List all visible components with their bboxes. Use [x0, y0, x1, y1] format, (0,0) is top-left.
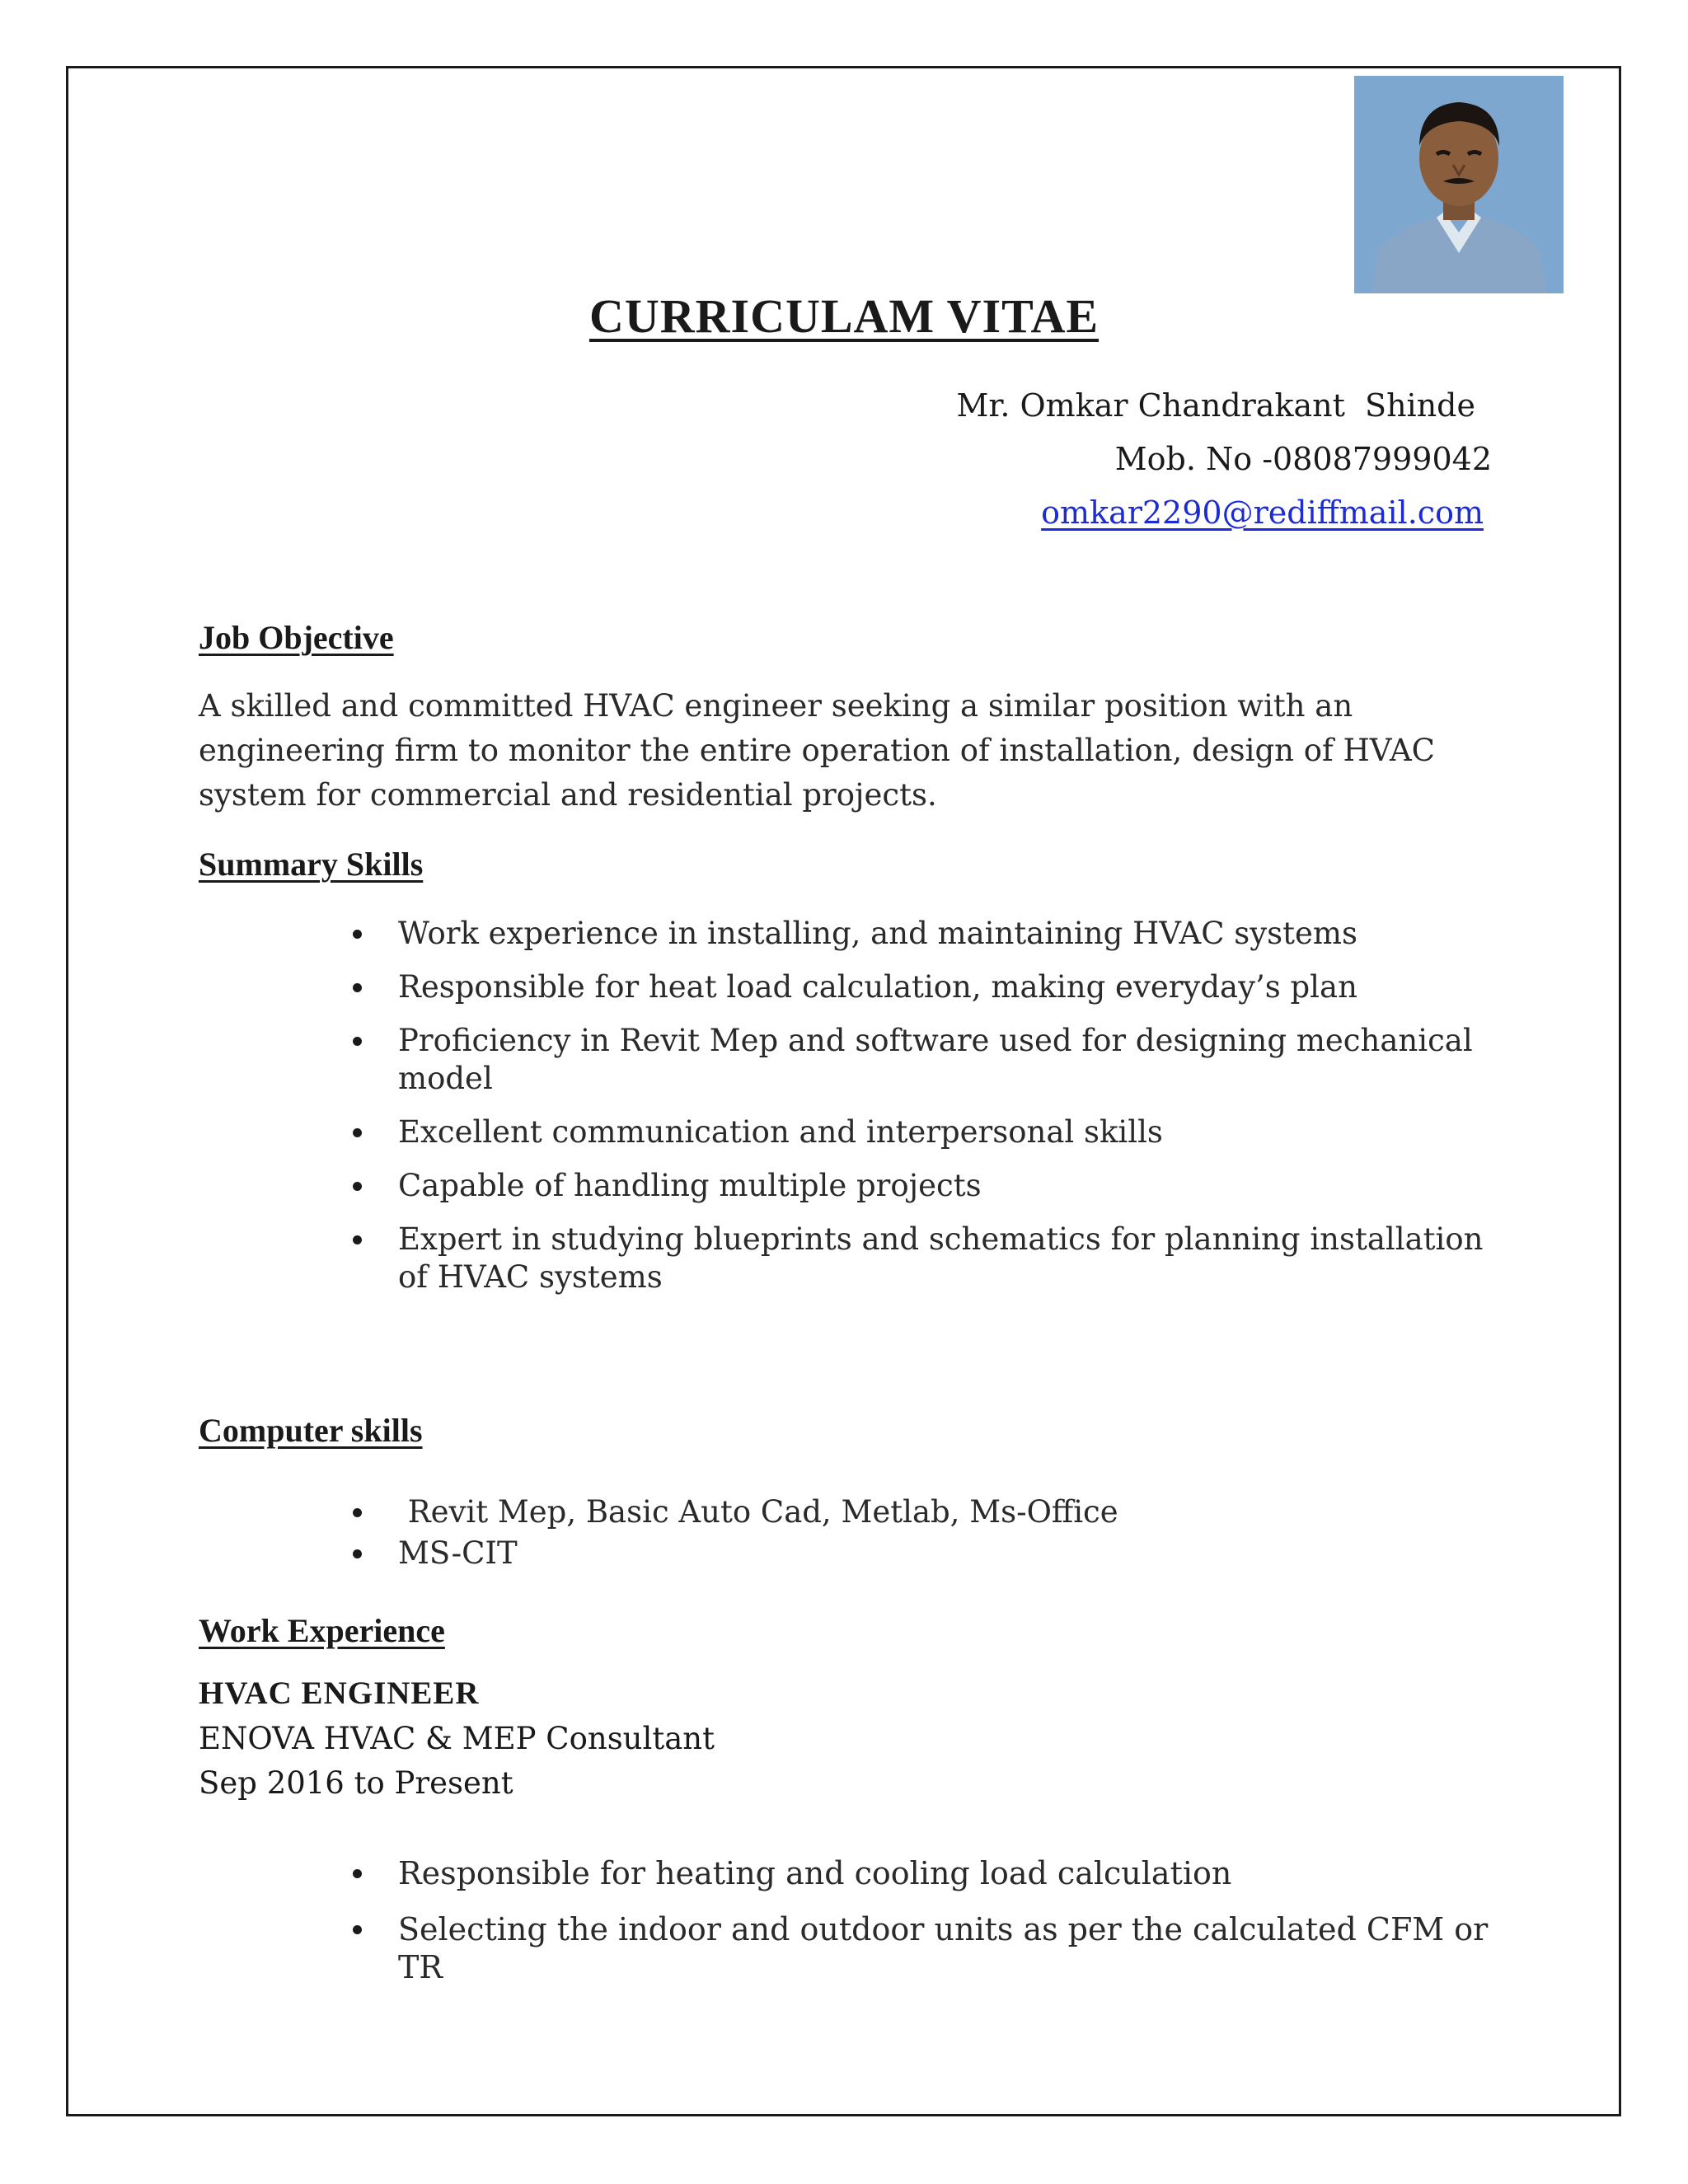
contact-email-link[interactable]: omkar2290@rediffmail.com: [1041, 494, 1484, 531]
bullet-icon: [353, 1182, 362, 1191]
list-item: MS-CIT: [345, 1535, 1498, 1572]
list-item: Expert in studying blueprints and schematics for planning installation of HVAC systems: [345, 1221, 1498, 1296]
employment-period: Sep 2016 to Present: [199, 1765, 513, 1801]
job-objective-heading: Job Objective: [199, 619, 394, 656]
bullet-icon: [353, 1869, 362, 1878]
summary-skills-list: [345, 915, 1498, 1312]
list-item: Selecting the indoor and outdoor units as per the calculated CFM or TR: [345, 1910, 1498, 1986]
bullet-icon: [353, 1128, 362, 1137]
bullet-icon: [353, 1235, 362, 1244]
computer-skills-heading: Computer skills: [199, 1412, 423, 1449]
work-responsibilities-list: [345, 1854, 1498, 2004]
company-name: ENOVA HVAC & MEP Consultant: [199, 1721, 715, 1756]
contact-phone: Mob. No -08087999042: [1114, 441, 1492, 477]
bullet-icon: [353, 1508, 362, 1517]
list-item: Responsible for heating and cooling load calculation: [345, 1854, 1498, 1892]
profile-photo: [1354, 76, 1564, 293]
job-objective-text: A skilled and committed HVAC engineer seeking a similar position with an engineering firm to monitor the entire operation of installation, design of HVAC system for commercial and residential projects.: [199, 688, 1435, 813]
list-item: Responsible for heat load calculation, making everyday’s plan: [345, 968, 1498, 1006]
list-item: Excellent communication and interpersonal skills: [345, 1113, 1498, 1151]
summary-skills-heading: Summary Skills: [199, 846, 424, 883]
bullet-icon: [353, 983, 362, 992]
bullet-icon: [353, 1037, 362, 1046]
work-experience-heading: Work Experience: [199, 1612, 445, 1649]
bullet-icon: [353, 1549, 362, 1558]
list-item: Capable of handling multiple projects: [345, 1167, 1498, 1205]
contact-name: Mr. Omkar Chandrakant Shinde: [956, 387, 1475, 424]
person-portrait-icon: [1354, 76, 1564, 293]
bullet-icon: [353, 930, 362, 939]
list-item: Proficiency in Revit Mep and software used for designing mechanical model: [345, 1022, 1498, 1098]
job-title: HVAC ENGINEER: [199, 1675, 480, 1711]
bullet-icon: [353, 1925, 362, 1934]
list-item: Work experience in installing, and maintaining HVAC systems: [345, 915, 1498, 953]
document-title: CURRICULAM VITAE: [588, 289, 1100, 343]
computer-skills-list: [345, 1493, 1498, 1576]
list-item: Revit Mep, Basic Auto Cad, Metlab, Ms-Office: [345, 1493, 1498, 1531]
